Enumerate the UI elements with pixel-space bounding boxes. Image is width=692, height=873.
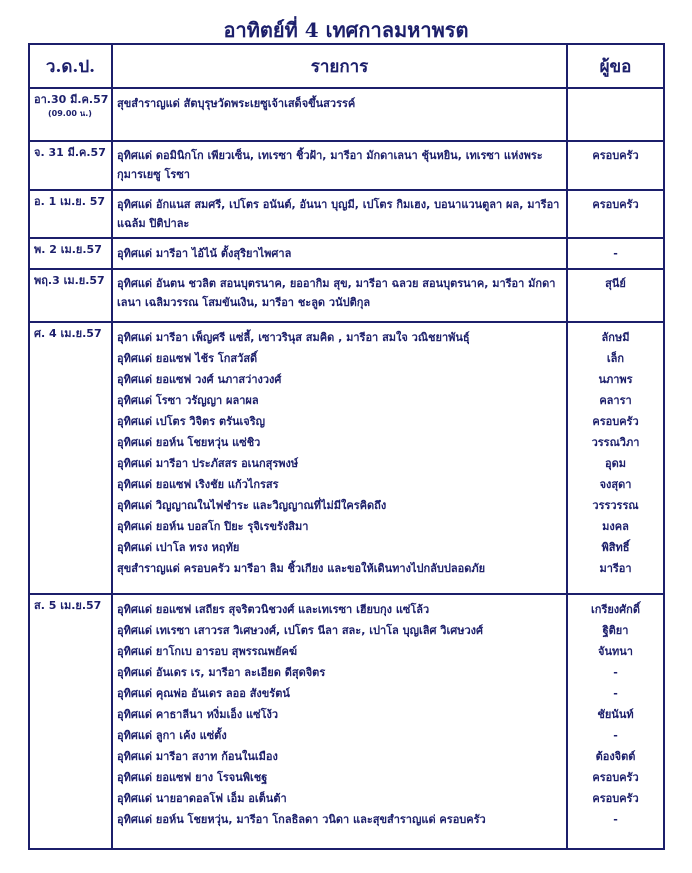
intention-text: อุทิศแด่ ยอห์น โชยหวุ่น, มารีอา โกลธิลดา วนิดา และสุขสำราญแด่ ครอบครัว — [117, 813, 486, 826]
intention-text: อุทิศแด่ เปาโล ทรง หฤทัย — [117, 541, 240, 554]
table-row — [29, 322, 664, 594]
requester-name: ลักษมี — [601, 331, 630, 344]
items-cell — [112, 141, 567, 190]
date-value: อ. 1 เม.ย. 57 — [34, 195, 106, 208]
intention-text: อุทิศแด่ ยาโกเบ อารอบ สุพรรณพยัคฆ์ — [117, 645, 297, 658]
intention-text: อุทิศแด่ คาธาลีนา หงิ่มเอ็ง แซ่โง้ว — [117, 708, 279, 721]
requester-name: สุนีย์ — [605, 277, 626, 290]
requester-name: ฐิติยา — [602, 624, 629, 637]
requester-name: - — [613, 666, 618, 679]
requester-name: ครอบครัว — [592, 415, 639, 428]
requester-cell — [567, 594, 664, 849]
intention-text: อุทิศแด่ โรซา วรัญญา ผลาผล — [117, 394, 259, 407]
date-value: พฤ.3 เม.ย.57 — [34, 274, 105, 287]
date-value: จ. 31 มี.ค.57 — [34, 146, 106, 159]
header-items: รายการ — [112, 44, 567, 88]
requester-cell — [567, 269, 664, 322]
requester-name: พิสิทธิ์ — [601, 541, 630, 554]
table-row — [29, 190, 664, 238]
requester-name: นภาพร — [598, 373, 633, 386]
page-title: อาทิตย์ที่ 4 เทศกาลมหาพรต — [223, 18, 469, 42]
intention-text: อุทิศแด่ ลูกา เค้ง แซ่ตั้ง — [117, 729, 227, 742]
requester-cell — [567, 238, 664, 269]
requester-name: - — [613, 813, 618, 826]
intention-text: อุทิศแด่ อักแนส สมศรี, เปโตร อนันต์, อันนา บุญมี, เปโตร กิมเฮง, บอนาแวนตูลา ผล, มารีอา แฉล้ม ปิติปาละ — [117, 198, 560, 230]
requester-name — [568, 93, 663, 114]
date-text — [30, 270, 111, 288]
table-row — [29, 269, 664, 322]
date-cell — [29, 594, 112, 849]
requester-name: ต้องจิตต์ — [595, 750, 636, 763]
date-cell — [29, 141, 112, 190]
table-header-row — [29, 44, 664, 88]
date-text — [30, 323, 111, 341]
intention-text: อุทิศแด่ ยอแซฟ ไช้ร โกสวัสดิ์ — [117, 352, 258, 365]
items-cell — [112, 190, 567, 238]
requester-cell — [567, 88, 664, 141]
requester-name: คลารา — [599, 394, 632, 407]
intention-text: อุทิศแด่ เปโตร วิจิตร ตรันเจริญ — [117, 415, 265, 428]
intention-text: อุทิศแด่ ยอห์น บอสโก ปิยะ รุจิเรขรังสิมา — [117, 520, 309, 533]
date-text — [30, 239, 111, 257]
requester-name: มงคล — [602, 520, 629, 533]
intention-text: อุทิศแด่ ยอห์น โชยหวุ่น แซ่ชิว — [117, 436, 261, 449]
intention-text: สุขสำราญแด่ สัตบุรุษวัดพระเยซูเจ้าเสด็จขึ้นสวรรค์ — [117, 97, 356, 110]
items-cell — [112, 238, 567, 269]
date-text — [30, 191, 111, 209]
date-text — [30, 595, 111, 613]
requester-name: เกรียงศักดิ์ — [591, 603, 640, 616]
table-row — [29, 88, 664, 141]
intention-text: อุทิศแด่ ยอแซฟ วงศ์ นภาสว่างวงศ์ — [117, 373, 282, 386]
table-body — [29, 88, 664, 849]
requester-name: จงสุดา — [599, 478, 632, 491]
table-row — [29, 141, 664, 190]
intention-text: อุทิศแด่ นายอาดอลโฟ เอ็ม อเต็นต้า — [117, 792, 287, 805]
items-cell — [112, 322, 567, 594]
requester-name: เล็ก — [606, 352, 625, 365]
requester-name: - — [613, 729, 618, 742]
requester-cell — [567, 141, 664, 190]
intention-text: อุทิศแด่ วิญญาณในไฟชำระ และวิญญาณที่ไม่มีใครคิดถึง — [117, 499, 387, 512]
requester-name: จันทนา — [598, 645, 633, 658]
intention-text: อุทิศแด่ มารีอา สงาท ก้อนในเมือง — [117, 750, 278, 763]
requester-name: วรรวรรณ — [592, 499, 639, 512]
date-value: อา.30 มี.ค.57 — [34, 93, 109, 106]
requester-name: ครอบครัว — [592, 149, 639, 162]
date-text — [30, 89, 111, 121]
intention-text: อุทิศแด่ อันเดร เร, มารีอา ละเอียด ดีสุดจิตร — [117, 666, 326, 679]
date-value: พ. 2 เม.ย.57 — [34, 243, 102, 256]
table-row — [29, 594, 664, 849]
date-cell — [29, 190, 112, 238]
requester-cell — [567, 190, 664, 238]
items-cell — [112, 594, 567, 849]
items-cell — [112, 88, 567, 141]
intention-text: อุทิศแด่ มารีอา เพ็ญศรี แซ่ลี้, เซาวรินุส สมคิด , มารีอา สมใจ วณิชยาพันธุ์ — [117, 331, 470, 344]
date-text — [30, 142, 111, 160]
mass-intentions-table — [28, 43, 665, 850]
date-cell — [29, 88, 112, 141]
requester-name: ครอบครัว — [592, 792, 639, 805]
requester-name: - — [613, 687, 618, 700]
requester-name: ครอบครัว — [592, 771, 639, 784]
requester-name: ชัยนันท์ — [597, 708, 634, 721]
date-cell — [29, 322, 112, 594]
requester-name: ครอบครัว — [592, 198, 639, 211]
intention-text: สุขสำราญแด่ ครอบครัว มารีอา ลิม ชิ้วเกียง และขอให้เดินทางไปกลับปลอดภัย — [117, 562, 486, 575]
date-cell — [29, 238, 112, 269]
intention-text: อุทิศแด่ อันตน ชวลิต สอนบุตรนาค, ยออากิม สุข, มารีอา ฉลวย สอนบุตรนาค, มารีอา มักดาเลนา เฉลิมวรรณ โสมขันเงิน, มารีอา ชะลูด วนัปติกุล — [117, 277, 556, 309]
date-cell — [29, 269, 112, 322]
intention-text: อุทิศแด่ คุณพ่อ อันเดร ลออ สังขรัตน์ — [117, 687, 290, 700]
intention-text: อุทิศแด่ มารีอา ไอ้ไน้ ตั้งสุริยาไพศาล — [117, 247, 292, 260]
requester-name: มารีอา — [599, 562, 632, 575]
date-time: (09.00 น.) — [48, 109, 92, 118]
table-row — [29, 238, 664, 269]
requester-name: อุดม — [604, 457, 626, 470]
requester-cell — [567, 322, 664, 594]
date-value: ศ. 4 เม.ย.57 — [34, 327, 102, 340]
intention-text: อุทิศแด่ ยอแซฟ ยาง โรจนพิเชฐ — [117, 771, 268, 784]
header-date: ว.ด.ป. — [29, 44, 112, 88]
date-value: ส. 5 เม.ย.57 — [34, 599, 102, 612]
intention-text: อุทิศแด่ ดอมินิกโก เพียวเซ็น, เทเรซา ชิ้วฝ้า, มารีอา มักดาเลนา ชุ้นหยิน, เทเรซา แห่งพระกุมารเยซู โรซา — [117, 149, 543, 181]
intention-text: อุทิศแด่ ยอแซฟ เริงชัย แก้วไกรสร — [117, 478, 279, 491]
intention-text: อุทิศแด่ มารีอา ประภัสสร อเนกสุรพงษ์ — [117, 457, 299, 470]
header-requester: ผู้ขอ — [567, 44, 664, 88]
requester-name: วรรณวิภา — [591, 436, 640, 449]
intention-text: อุทิศแด่ เทเรซา เสาวรส วิเศษวงศ์, เปโตร นีลา สละ, เปาโล บุญเลิศ วิเศษวงศ์ — [117, 624, 483, 637]
items-cell — [112, 269, 567, 322]
intention-text: อุทิศแด่ ยอแซฟ เสถียร สุจริตวนิชวงศ์ และเทเรซา เฮียบกุง แซ่โล้ว — [117, 603, 430, 616]
requester-name: - — [613, 247, 618, 260]
